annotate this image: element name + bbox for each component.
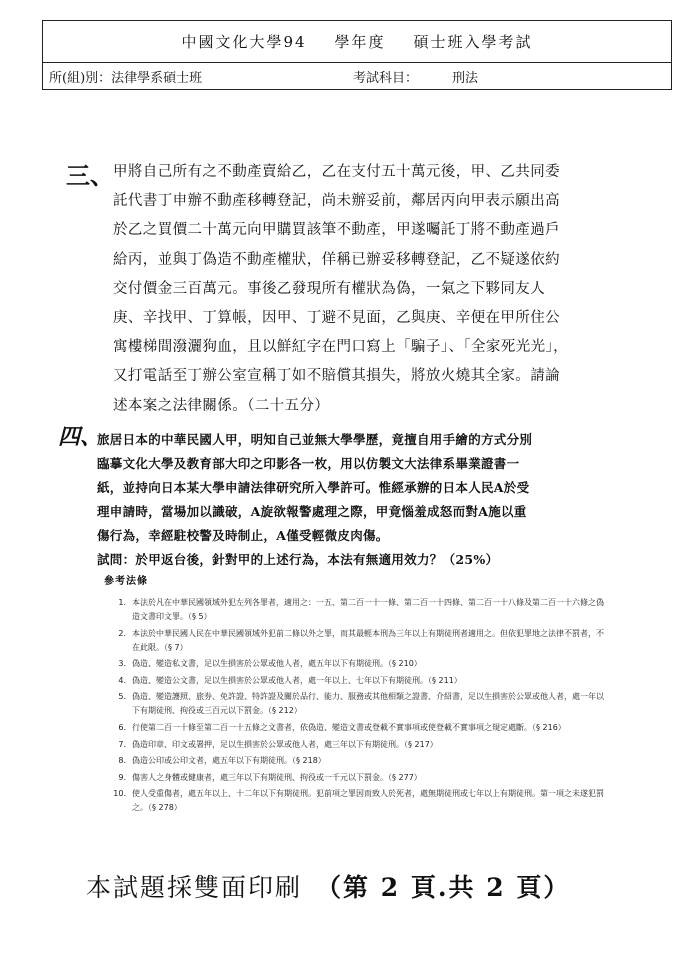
- question-4-number: 四、: [58, 425, 103, 450]
- statute-item: [104, 627, 604, 655]
- q4-line: 傷行為，幸經駐校警及時制止，A僅受輕微皮肉傷。: [97, 528, 389, 543]
- q4-line: 旅居日本的中華民國人甲，明知自己並無大學學歷，竟擅自用手繪的方式分別: [97, 432, 533, 447]
- statute-text: 傷害人之身體或健康者，處三年以下有期徒刑、拘役或一千元以下罰金。（§ 277）: [132, 772, 422, 782]
- print-note-footer: [86, 868, 570, 904]
- statute-text: 本法於凡在中華民國領域外犯左列各罪者，適用之：一五、第二百一十一條、第二百一十四條、第二百一十八條及第二百一十六條之偽造文書印文罪。（§ 5）: [132, 598, 604, 621]
- double-sided-note: 本試題採雙面印刷: [86, 873, 303, 902]
- statute-item: [104, 738, 604, 752]
- statute-number: 5.: [118, 692, 126, 702]
- q3-line: 給丙，並與丁偽造不動產權狀，佯稱已辦妥移轉登記，乙不疑遂依約: [113, 251, 560, 268]
- statute-text: 偽造、變造護照、旅券、免許證、特許證及關於品行、能力、服務或其他相類之證書、介紹書，足以生損害於公眾或他人者，處一年以下有期徒刑、拘役或三百元以下罰金。（§ 212）: [132, 692, 604, 716]
- statute-item: [104, 787, 604, 815]
- statute-text: 使人受重傷者，處五年以上、十二年以下有期徒刑。犯前項之罪因而致人於死者，處無期徒刑或七年以上有期徒刑。第一項之未遂犯罰之。（§ 278）: [132, 789, 604, 813]
- q3-line: 託代書丁申辦不動產移轉登記，尚未辦妥前，鄰居丙向甲表示願出高: [113, 193, 560, 210]
- statute-text: 行使第二百一十條至第二百一十五條之文書者，依偽造、變造文書或登載不實事項或使登載不實事項之規定處斷。（§ 216）: [132, 722, 566, 732]
- q3-line: 庚、辛找甲、丁算帳，因甲、丁避不見面，乙與庚、辛便在甲所住公: [113, 310, 560, 327]
- statute-text: 本法於中華民國人民在中華民國領域外犯前二條以外之罪，而其最輕本刑為三年以上有期徒刑者適用之。但依犯罪地之法律不罰者，不在此限。（§ 7）: [132, 628, 604, 652]
- academic-year-label: 學年度: [334, 33, 386, 51]
- department-label: 所(組)別：法律學系碩士班: [49, 70, 203, 86]
- q4-line: 臨摹文化大學及教育部大印之印影各一枚，用以仿製文大法律系畢業證書一: [97, 456, 520, 471]
- statute-item: [104, 754, 604, 768]
- subject-label: 考試科目：: [353, 70, 419, 86]
- reference-statutes-title: 參考法條: [104, 576, 148, 587]
- statute-number: 7.: [118, 739, 126, 749]
- statute-number: 9.: [118, 772, 126, 782]
- q4-question: 試問：於甲返台後，針對甲的上述行為，本法有無適用效力？（25%）: [97, 552, 499, 567]
- question-4-text: [97, 428, 597, 572]
- statute-number: 3.: [118, 659, 126, 669]
- statute-text: 偽造公印或公印文者，處五年以下有期徒刑。（§ 218）: [132, 756, 326, 766]
- exam-title: 碩士班入學考試: [413, 33, 533, 51]
- q3-line: 於乙之買價二十萬元向甲購買該筆不動產，甲遂囑託丁將不動產過戶: [113, 222, 560, 239]
- statute-number: 10.: [113, 789, 126, 799]
- page-indicator: （第 2 頁.共 2 頁）: [316, 873, 571, 902]
- statute-number: 8.: [118, 756, 126, 766]
- university-name: 中國文化大學94: [181, 33, 307, 51]
- statute-item: [104, 674, 604, 688]
- statute-item: [104, 771, 604, 785]
- q3-line: 交付價金三百萬元。事後乙發現所有權狀為偽，一氣之下夥同友人: [113, 280, 546, 297]
- statute-item: [104, 596, 604, 624]
- statute-item: [104, 690, 604, 718]
- header-title-row: [43, 21, 671, 63]
- statute-number: 6.: [118, 722, 126, 732]
- statute-number: 2.: [118, 628, 126, 638]
- statute-item: [104, 721, 604, 735]
- question-3-number: 三、: [66, 162, 114, 190]
- q3-line: 寓樓梯間潑灑狗血，且以鮮紅字在門口寫上「騙子」、「全家死光光」，: [113, 339, 569, 356]
- statute-number: 4.: [118, 675, 126, 685]
- subject-value: 刑法: [452, 70, 479, 86]
- q3-line: 又打電話至丁辦公室宣稱丁如不賠償其損失，將放火燒其全家。請論: [113, 368, 560, 385]
- statute-text: 偽造印章、印文或署押，足以生損害於公眾或他人者，處三年以下有期徒刑。（§ 217）: [132, 739, 438, 749]
- q4-line: 紙，並持向日本某大學申請法律研究所入學許可。惟經承辦的日本人民A於受: [97, 480, 530, 495]
- statute-item: [104, 657, 604, 671]
- statute-number: 1.: [118, 598, 126, 607]
- header-info-row: [43, 63, 671, 89]
- q3-line: 述本案之法律關係。（二十五分）: [113, 397, 330, 414]
- q3-line: 甲將自己所有之不動產賣給乙，乙在支付五十萬元後，甲、乙共同委: [113, 164, 560, 180]
- exam-header: [42, 20, 672, 90]
- question-3-text: [113, 158, 595, 421]
- reference-statutes-list: [104, 596, 604, 818]
- q4-line: 理申請時，當場加以識破，A旋欲報警處理之際，甲竟惱羞成怒而對A施以重: [97, 504, 527, 519]
- subject-field: [353, 67, 478, 86]
- statute-text: 偽造、變造私文書，足以生損害於公眾或他人者，處五年以下有期徒刑。（§ 210）: [132, 659, 422, 669]
- statute-text: 偽造、變造公文書，足以生損害於公眾或他人者，處一年以上、七年以下有期徒刑。（§ 211）: [132, 675, 462, 685]
